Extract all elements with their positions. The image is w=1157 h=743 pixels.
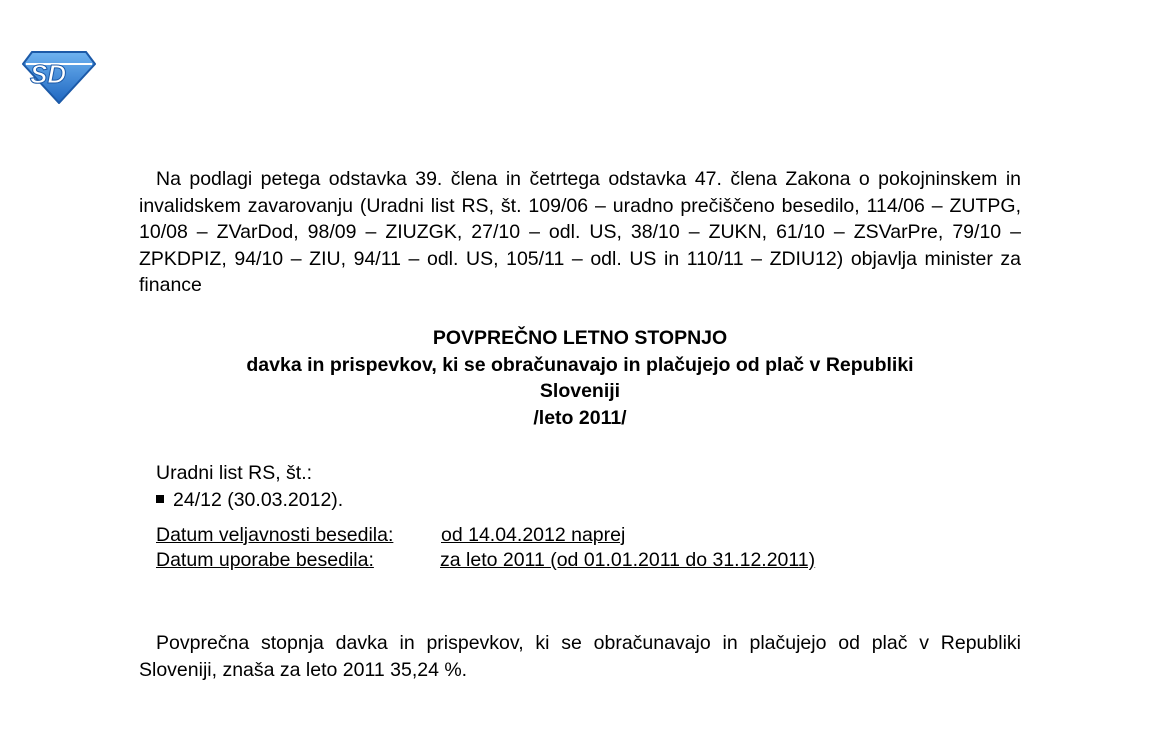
validity-label: Datum veljavnosti besedila: (156, 524, 394, 546)
final-paragraph: Povprečna stopnja davka in prispevkov, ki se obračunavajo in plačujejo od plač v Republiki Sloveniji, znaša za leto 2011 35,24 %. (139, 632, 1021, 681)
sd-logo-icon (22, 50, 96, 104)
title-line-4: /leto 2011/ (533, 406, 627, 429)
gazette-label: Uradni list RS, št.: (156, 462, 313, 484)
bullet-icon (156, 495, 164, 503)
title-line-2: davka in prispevkov, ki se obračunavajo in plačujejo od plač v Republiki (246, 353, 914, 376)
gazette-item (156, 487, 343, 514)
usage-value: za leto 2011 (od 01.01.2011 do 31.12.2011) (440, 549, 816, 571)
gazette-item-text: 24/12 (30.03.2012). (173, 488, 344, 511)
title-line-3: Sloveniji (539, 380, 621, 402)
validity-value: od 14.04.2012 naprej (441, 524, 626, 546)
svg-text:SD: SD (30, 59, 67, 89)
title-line-1: POVPREČNO LETNO STOPNJO (432, 327, 728, 349)
document-title (139, 325, 1021, 431)
intro-paragraph: Na podlagi petega odstavka 39. člena in četrtega odstavka 47. člena Zakona o pokojninskem in invalidskem zavarovanju (Uradni list RS, št. 109/06 – uradno prečiščeno besedilo, 114/06 – ZUTPG, 10/08 – ZVarDod, 98/09 – ZIUZGK, 27/10 – odl. US, 38/10 – ZUKN, 61/10 – ZSVarPre, 79/10 – ZPKDPIZ, 94/10 – ZIU, 94/11 – odl. US, 105/11 – odl. US in 110/11 – ZDIU12) objavlja minister za finance (139, 168, 1021, 296)
usage-label: Datum uporabe besedila: (156, 549, 374, 571)
gazette-reference (156, 460, 343, 513)
